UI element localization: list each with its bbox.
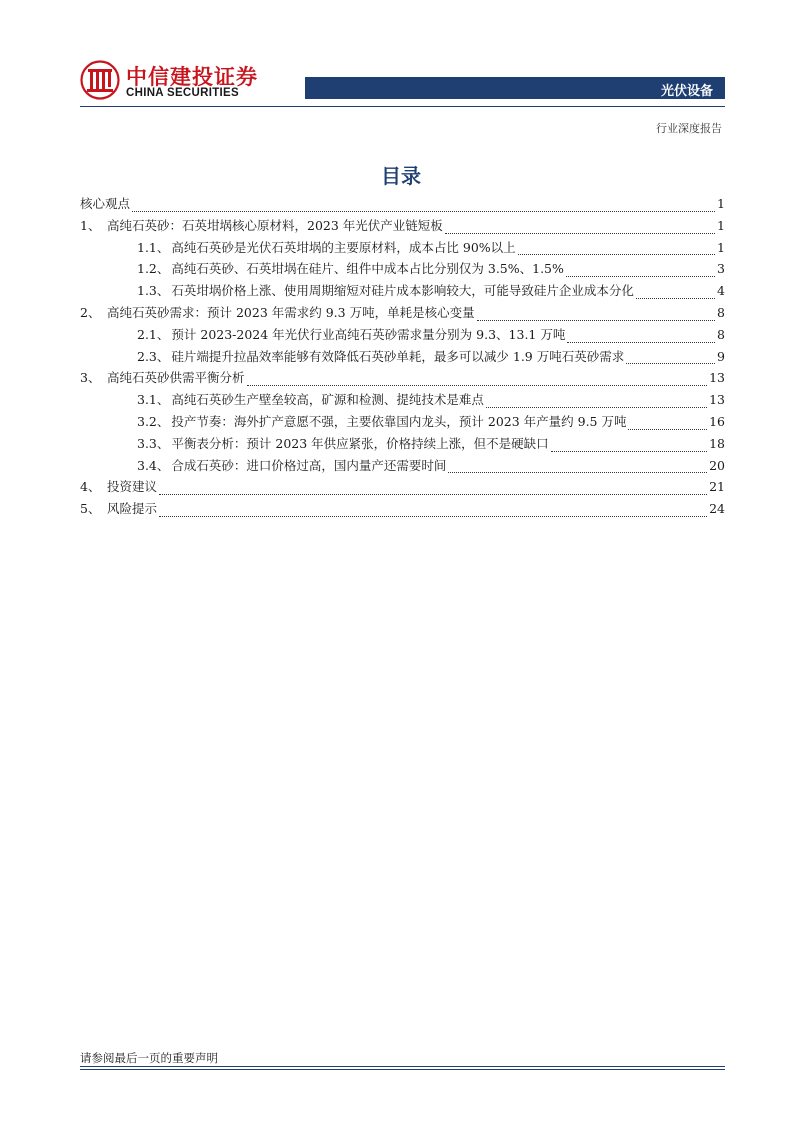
- toc-entry-number: 4、: [80, 479, 101, 495]
- toc-entry-number: 3.1、: [137, 392, 170, 408]
- report-type-label: 行业深度报告: [656, 122, 722, 135]
- toc-entry[interactable]: [80, 347, 725, 369]
- toc-dot-leader: [636, 297, 715, 299]
- toc-entry[interactable]: [80, 434, 725, 456]
- toc-dot-leader: [159, 493, 707, 495]
- toc-entry-page: 20: [709, 457, 725, 473]
- section-header-bar: [305, 77, 725, 99]
- toc-dot-leader: [486, 406, 707, 408]
- toc-entry-page: 13: [709, 370, 725, 386]
- citic-logo-icon: [80, 60, 120, 100]
- toc-entry-title: 高纯石英砂：石英坩埚核心原材料，2023 年光伏产业链短板: [107, 217, 443, 233]
- logo-chinese-name: 中信建投证券: [126, 65, 258, 89]
- toc-entry-title: 高纯石英砂需求：预计 2023 年需求约 9.3 万吨，单耗是核心变量: [107, 304, 475, 320]
- toc-entry-title: 高纯石英砂供需平衡分析: [107, 370, 245, 386]
- toc-entry[interactable]: [80, 259, 725, 281]
- toc-entry[interactable]: [80, 281, 725, 303]
- toc-dot-leader: [445, 232, 715, 234]
- toc-entry-number: 3.3、: [137, 435, 170, 451]
- toc-dot-leader: [518, 253, 715, 255]
- toc-entry-number: 2.3、: [137, 348, 170, 364]
- header-divider: [80, 106, 725, 107]
- toc-entry-title: 硅片端提升拉晶效率能够有效降低石英砂单耗，最多可以减少 1.9 万吨石英砂需求: [171, 348, 625, 364]
- toc-entry-page: 8: [717, 304, 725, 320]
- toc-entry-title: 高纯石英砂生产壁垒较高，矿源和检测、提纯技术是难点: [171, 392, 484, 408]
- toc-dot-leader: [477, 319, 715, 321]
- toc-entry[interactable]: [80, 238, 725, 260]
- toc-entry-title: 预计 2023-2024 年光伏行业高纯石英砂需求量分别为 9.3、13.1 万吨: [171, 326, 566, 342]
- toc-entry-number: 1.2、: [137, 261, 170, 277]
- toc-dot-leader: [159, 515, 707, 517]
- toc-entry-number: 2、: [80, 304, 101, 320]
- toc-entry-title: 高纯石英砂、石英坩埚在硅片、组件中成本占比分别仅为 3.5%、1.5%: [171, 261, 564, 277]
- footer-disclaimer: 请参阅最后一页的重要声明: [80, 1051, 218, 1065]
- toc-entry-page: 1: [717, 196, 725, 211]
- toc-entry[interactable]: [80, 477, 725, 499]
- toc-entry-number: 5、: [80, 501, 101, 517]
- toc-entry-number: 3.2、: [137, 413, 170, 429]
- toc-title: 目录: [381, 164, 421, 188]
- toc-entry[interactable]: [80, 368, 725, 390]
- toc-entry-title: 投产节奏：海外扩产意愿不强，主要依靠国内龙头，预计 2023 年产量约 9.5 万吨: [171, 413, 627, 429]
- toc-entry-title: 高纯石英砂是光伏石英坩埚的主要原材料，成本占比 90%以上: [171, 239, 516, 255]
- toc-dot-leader: [551, 450, 707, 452]
- toc-entry-title: 投资建议: [107, 479, 158, 495]
- toc-entry-number: 1、: [80, 217, 101, 233]
- toc-entry-number: 2.1、: [137, 326, 170, 342]
- toc-entry[interactable]: [80, 390, 725, 412]
- toc-entry-page: 21: [709, 479, 725, 495]
- toc-entry-title: 核心观点: [80, 196, 131, 211]
- toc-entry[interactable]: [80, 194, 725, 216]
- toc-dot-leader: [566, 275, 715, 277]
- footer-divider-secondary: [80, 1069, 725, 1070]
- toc-dot-leader: [247, 384, 708, 386]
- toc-dot-leader: [132, 210, 715, 212]
- toc-entry[interactable]: [80, 499, 725, 521]
- toc-entry-page: 1: [717, 217, 725, 233]
- toc-dot-leader: [448, 471, 707, 473]
- toc-entry[interactable]: [80, 303, 725, 325]
- toc-entry-number: 1.1、: [137, 239, 170, 255]
- toc-entry-title: 风险提示: [107, 501, 158, 517]
- toc-dot-leader: [628, 428, 707, 430]
- toc-entry-page: 13: [709, 392, 725, 408]
- toc-entry-page: 9: [717, 348, 725, 364]
- toc-dot-leader: [626, 362, 715, 364]
- logo-english-name: CHINA SECURITIES: [126, 87, 239, 99]
- toc-entry-number: 3、: [80, 370, 101, 386]
- section-title: 光伏设备: [660, 84, 713, 99]
- toc-entry-number: 1.3、: [137, 283, 170, 299]
- toc-entry[interactable]: [80, 216, 725, 238]
- toc-entry-page: 4: [717, 283, 725, 299]
- toc-entry-title: 石英坩埚价格上涨、使用周期缩短对硅片成本影响较大，可能导致硅片企业成本分化: [171, 283, 634, 299]
- footer-divider: [80, 1066, 725, 1067]
- toc-entry[interactable]: [80, 412, 725, 434]
- toc-entry-number: 3.4、: [137, 457, 170, 473]
- table-of-contents: [80, 194, 725, 521]
- toc-entry-page: 18: [709, 435, 725, 451]
- toc-entry-page: 16: [709, 413, 725, 429]
- toc-entry-title: 合成石英砂：进口价格过高，国内量产还需要时间: [171, 457, 447, 473]
- toc-entry[interactable]: [80, 325, 725, 347]
- toc-entry-page: 3: [717, 261, 725, 277]
- toc-dot-leader: [567, 341, 715, 343]
- company-logo: [80, 60, 280, 104]
- toc-entry[interactable]: [80, 456, 725, 478]
- toc-entry-page: 24: [709, 501, 725, 517]
- toc-entry-page: 1: [717, 239, 725, 255]
- toc-entry-title: 平衡表分析：预计 2023 年供应紧张，价格持续上涨，但不是硬缺口: [171, 435, 549, 451]
- toc-entry-page: 8: [717, 326, 725, 342]
